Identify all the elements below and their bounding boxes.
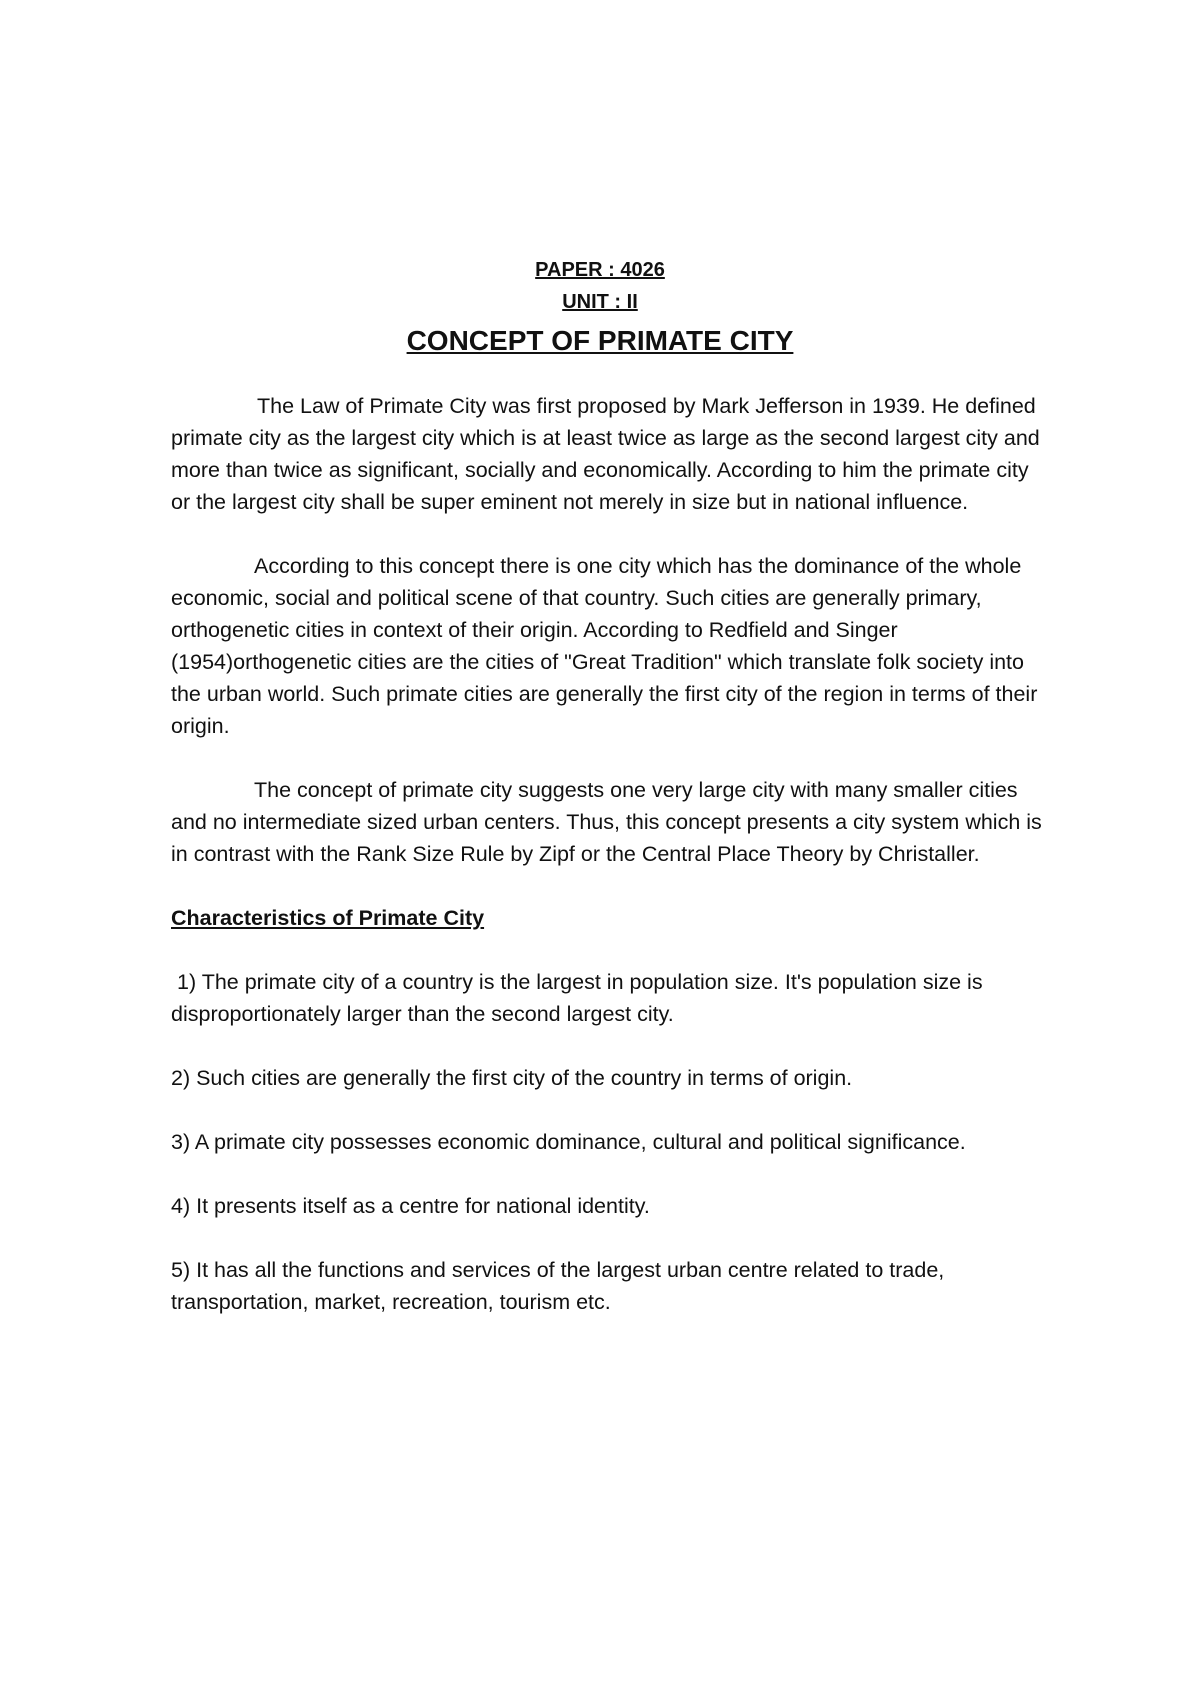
list-item: 2) Such cities are generally the first city of the country in terms of origin. <box>171 1066 853 1090</box>
list-item: 3) A primate city possesses economic dominance, cultural and political significance. <box>171 1130 966 1154</box>
list-item: 1) The primate city of a country is the largest in population size. It's population size is disproportionately larger than the second largest city. <box>171 970 983 1026</box>
document-body <box>171 390 1051 1350</box>
paragraph-dominance: According to this concept there is one city which has the dominance of the whole economic, social and political scene of that country. Such cities are generally primary, orthogenetic cities in context of their origin. According to Redfield and Singer (1954)orthogenetic cities are the cities of "Great Tradition" which translate folk society into the urban world. Such primate cities are generally the first city of the region in terms of their origin. <box>171 554 1038 738</box>
document-header <box>0 254 1200 362</box>
paragraph-intro: The Law of Primate City was first proposed by Mark Jefferson in 1939. He defined primate city as the largest city which is at least twice as large as the second largest city and more than twice as significant, socially and economically. According to him the primate city or the largest city shall be super eminent not merely in size but in national influence. <box>171 394 1040 514</box>
list-item: 5) It has all the functions and services of the largest urban centre related to trade, transportation, market, recreation, tourism etc. <box>171 1258 945 1314</box>
document-title: CONCEPT OF PRIMATE CITY <box>406 325 794 356</box>
paper-number: PAPER : 4026 <box>535 259 665 281</box>
characteristics-heading: Characteristics of Primate City <box>171 906 485 930</box>
paragraph-city-system: The concept of primate city suggests one very large city with many smaller cities and no intermediate sized urban centers. Thus, this concept presents a city system which is in contrast with the Rank Size Rule by Zipf or the Central Place Theory by Christaller. <box>171 778 1042 866</box>
list-item: 4) It presents itself as a centre for national identity. <box>171 1194 650 1218</box>
unit-label: UNIT : II <box>562 291 638 313</box>
